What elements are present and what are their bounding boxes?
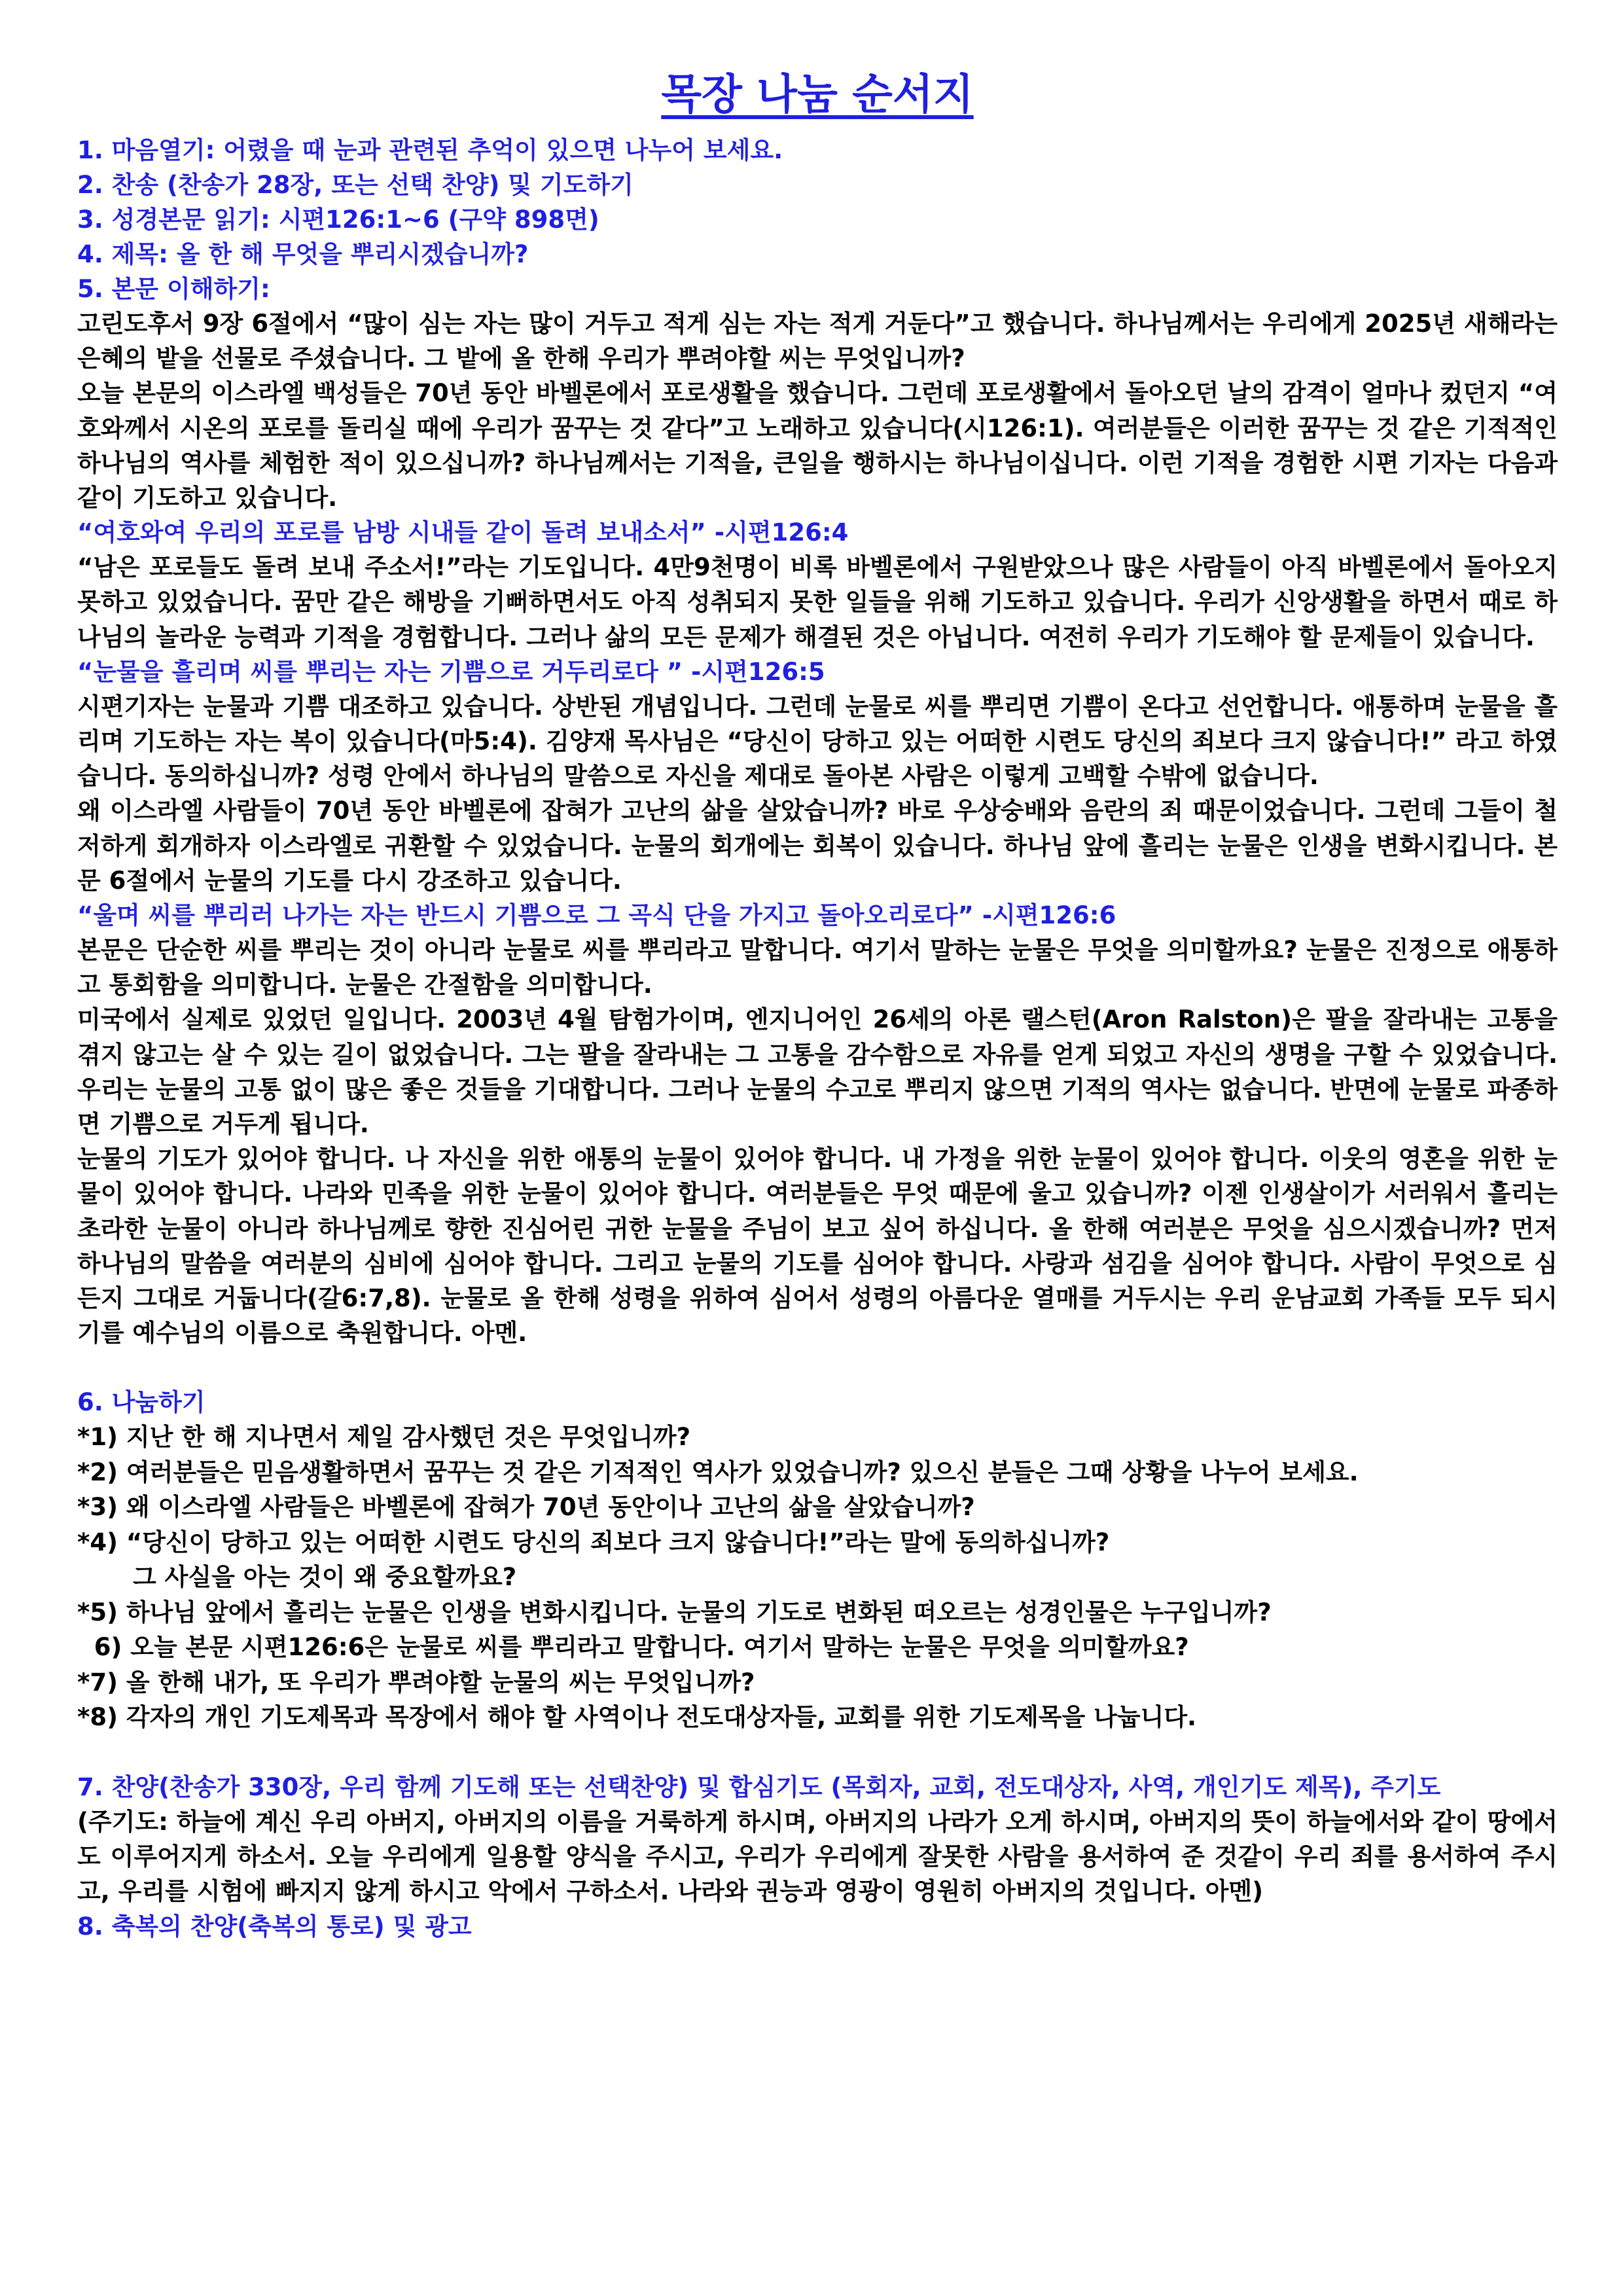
lords-prayer-paragraph: (주기도: 하늘에 계신 우리 아버지, 아버지의 이름을 거룩하게 하시며, 아버지의 나라가 오게 하시며, 아버지의 뜻이 하늘에서와 같이 땅에서도 이루어지게 하소서. 오늘 우리에게 일용할 양식을 주시고, 우리가 우리에게 잘못한 사람을 용서하여 준 것같이 우리 죄를 용서하여 주시고, 우리를 시험에 빠지지 않게 하시고 악에서 구하소서. 나라와 권능과 영광이 영원히 아버지의 것입니다. 아멘)	[77, 1807, 1558, 1906]
sharing-question-4-continued	[77, 1560, 1558, 1595]
sharing-question-8: *8) 각자의 개인 기도제목과 목장에서 해야 할 사역이나 전도대상자들, 교회를 위한 기도제목을 나눕니다.	[77, 1703, 1197, 1732]
section-spacer	[77, 1350, 1558, 1385]
sharing-question-2: *2) 여러분들은 믿음생활하면서 꿈꾸는 것 같은 기적적인 역사가 있었습니까? 있으신 분들은 그때 상황을 나누어 보세요.	[77, 1458, 1359, 1486]
body-paragraph-2: 오늘 본문의 이스라엘 백성들은 70년 동안 바벨론에서 포로생활을 했습니다. 그런데 포로생활에서 돌아오던 날의 감격이 얼마나 컸던지 “여호와께서 시온의 포로를 돌리실 때에 우리가 꿈꾸는 것 같다”고 노래하고 있습니다(시126:1). 여러분들은 이러한 꿈꾸는 것 같은 기적적인 하나님의 역사를 체험한 적이 있으십니까? 하나님께서는 기적을, 큰일을 행하시는 하나님이십니다. 이런 기적을 경험한 시편 기자는 다음과 같이 기도하고 있습니다.	[77, 379, 1558, 512]
body-paragraph-8: 눈물의 기도가 있어야 합니다. 나 자신을 위한 애통의 눈물이 있어야 합니다. 내 가정을 위한 눈물이 있어야 합니다. 이웃의 영혼을 위한 눈물이 있어야 합니다. 나라와 민족을 위한 눈물이 있어야 합니다. 여러분들은 무엇 때문에 울고 있습니까? 이젠 인생살이가 서러워서 흘리는 초라한 눈물이 아니라 하나님께로 향한 진심어린 귀한 눈물을 주님이 보고 싶어 하십니다. 올 한해 여러분은 무엇을 심으시겠습니까? 먼저 하나님의 말씀을 여러분의 심비에 심어야 합니다. 그리고 눈물의 기도를 심어야 합니다. 사랑과 섬김을 심어야 합니다. 사람이 무엇으로 심든지 그대로 거둡니다(갈6:7,8). 눈물로 올 한해 성령을 위하여 심어서 성령의 아름다운 열매를 거두시는 우리 운남교회 가족들 모두 되시기를 예수님의 이름으로 축원합니다. 아멘.	[77, 1145, 1558, 1348]
sharing-question-4: *4) “당신이 당하고 있는 어떠한 시련도 당신의 죄보다 크지 않습니다!”라는 말에 동의하십니까?	[77, 1528, 1110, 1556]
sharing-question-4-continuation: 그 사실을 아는 것이 왜 중요할까요?	[133, 1563, 517, 1592]
step-5-heading: 5. 본문 이해하기:	[77, 275, 270, 303]
step-6-heading: 6. 나눔하기	[77, 1388, 205, 1417]
body-paragraph-7: 미국에서 실제로 있었던 일입니다. 2003년 4월 탐험가이며, 엔지니어인 26세의 아론 랠스턴(Aron Ralston)은 팔을 잘라내는 고통을 겪지 않고는 살 수 있는 길이 없었습니다. 그는 팔을 잘라내는 그 고통을 감수함으로 자유를 얻게 되었고 자신의 생명을 구할 수 있었습니다. 우리는 눈물의 고통 없이 많은 좋은 것들을 기대합니다. 그러나 눈물의 수고로 뿌리지 않으면 기적의 역사는 없습니다. 반면에 눈물로 파종하면 기쁨으로 거두게 됩니다.	[77, 1005, 1558, 1139]
body-paragraph-4: 시편기자는 눈물과 기쁨 대조하고 있습니다. 상반된 개념입니다. 그런데 눈물로 씨를 뿌리면 기쁨이 온다고 선언합니다. 애통하며 눈물을 흘리며 기도하는 자는 복이 있습니다(마5:4). 김양재 목사님은 “당신이 당하고 있는 어떠한 시련도 당신의 죄보다 크지 않습니다!” 라고 하였습니다. 동의하십니까? 성령 안에서 하나님의 말씀으로 자신을 제대로 돌아본 사람은 이렇게 고백할 수밖에 없습니다.	[77, 692, 1558, 791]
body-paragraph-1: 고린도후서 9장 6절에서 “많이 심는 자는 많이 거두고 적게 심는 자는 적게 거둔다”고 했습니다. 하나님께서는 우리에게 2025년 새해라는 은혜의 밭을 선물로 주셨습니다. 그 밭에 올 한해 우리가 뿌려야할 씨는 무엇입니까?	[77, 310, 1558, 373]
sharing-question-6: 6) 오늘 본문 시편126:6은 눈물로 씨를 뿌리라고 말합니다. 여기서 말하는 눈물은 무엇을 의미할까요?	[77, 1633, 1189, 1662]
body-paragraph-6: 본문은 단순한 씨를 뿌리는 것이 아니라 눈물로 씨를 뿌리라고 말합니다. 여기서 말하는 눈물은 무엇을 의미할까요? 눈물은 진정으로 애통하고 통회함을 의미합니다. 눈물은 간절함을 의미합니다.	[77, 936, 1558, 999]
step-8-heading: 8. 축복의 찬양(축복의 통로) 및 광고	[77, 1912, 472, 1941]
sharing-question-3: *3) 왜 이스라엘 사람들은 바벨론에 잡혀가 70년 동안이나 고난의 삶을 살았습니까?	[77, 1493, 975, 1522]
section-spacer	[77, 1735, 1558, 1770]
document-page	[77, 62, 1558, 1944]
sharing-question-1: *1) 지난 한 해 지나면서 제일 감사했던 것은 무엇입니까?	[77, 1423, 691, 1452]
body-paragraph-3: “남은 포로들도 돌려 보내 주소서!”라는 기도입니다. 4만9천명이 비록 바벨론에서 구원받았으나 많은 사람들이 아직 바벨론에서 돌아오지 못하고 있었습니다. 꿈만 같은 해방을 기뻐하면서도 아직 성취되지 못한 일들을 위해 기도하고 있습니다. 우리가 신앙생활을 하면서 때로 하나님의 놀라운 능력과 기적을 경험합니다. 그러나 삶의 모든 문제가 해결된 것은 아닙니다. 여전히 우리가 기도해야 할 문제들이 있습니다.	[77, 553, 1558, 651]
scripture-quote-3: “울며 씨를 뿌리러 나가는 자는 반드시 기쁨으로 그 곡식 단을 가지고 돌아오리로다” -시편126:6	[77, 901, 1116, 930]
step-2-heading: 2. 찬송 (찬송가 28장, 또는 선택 찬양) 및 기도하기	[77, 171, 633, 199]
step-4-heading: 4. 제목: 올 한 해 무엇을 뿌리시겠습니까?	[77, 240, 529, 268]
step-3-heading: 3. 성경본문 읽기: 시편126:1~6 (구약 898면)	[77, 206, 599, 234]
sharing-question-5: *5) 하나님 앞에서 흘리는 눈물은 인생을 변화시킵니다. 눈물의 기도로 변화된 떠오르는 성경인물은 누구입니까?	[77, 1598, 1272, 1626]
scripture-quote-1: “여호와여 우리의 포로를 남방 시내들 같이 돌려 보내소서” -시편126:4	[77, 518, 849, 547]
sharing-question-7: *7) 올 한해 내가, 또 우리가 뿌려야할 눈물의 씨는 무엇입니까?	[77, 1668, 755, 1696]
step-7-heading: 7. 찬양(찬송가 330장, 우리 함께 기도해 또는 선택찬양) 및 합심기도 (목회자, 교회, 전도대상자, 사역, 개인기도 제목), 주기도	[77, 1772, 1441, 1801]
scripture-quote-2: “눈물을 흘리며 씨를 뿌리는 자는 기쁨으로 거두리로다 ” -시편126:5	[77, 657, 825, 686]
page-title: 목장 나눔 순서지	[661, 71, 974, 119]
sharing-question-list	[77, 1420, 1558, 1735]
step-1-heading: 1. 마음열기: 어렸을 때 눈과 관련된 추억이 있으면 나누어 보세요.	[77, 136, 783, 164]
body-paragraph-5: 왜 이스라엘 사람들이 70년 동안 바벨론에 잡혀가 고난의 삶을 살았습니까? 바로 우상숭배와 음란의 죄 때문이었습니다. 그런데 그들이 철저하게 회개하자 이스라엘로 귀환할 수 있었습니다. 눈물의 회개에는 회복이 있습니다. 하나님 앞에 흘리는 눈물은 인생을 변화시킵니다. 본문 6절에서 눈물의 기도를 다시 강조하고 있습니다.	[77, 797, 1558, 895]
